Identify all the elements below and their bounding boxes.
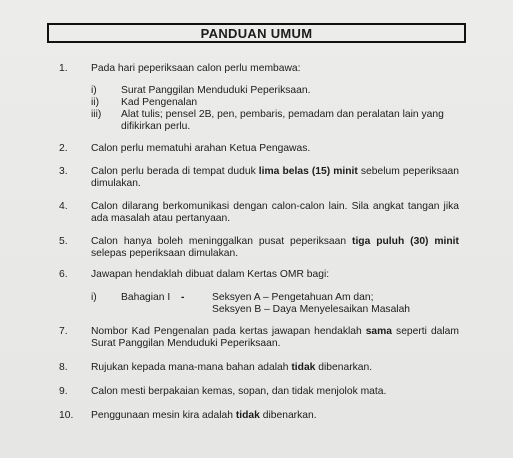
sub-item-text: Surat Panggilan Menduduki Peperiksaan. [121, 85, 311, 96]
item-text [91, 166, 459, 190]
item-number: 9. [59, 386, 68, 397]
item-text: Calon dilarang berkomunikasi dengan calon-calon lain. Sila angkat tangan jika ada masalah atau pertanyaan. [91, 201, 459, 224]
item-text-part: Nombor Kad Pengenalan pada kertas jawapan hendaklah [91, 326, 366, 337]
item-text [91, 362, 459, 374]
item-text-part: dibenarkan. [259, 410, 317, 421]
section-label: Bahagian I [121, 292, 171, 303]
section-dash: - [181, 292, 185, 303]
item-text: Pada hari peperiksaan calon perlu membawa: [91, 63, 301, 74]
item-number: 1. [59, 63, 68, 74]
page-title: PANDUAN UMUM [200, 25, 313, 41]
sub-item-number: i) [91, 292, 97, 303]
item-number: 7. [59, 326, 68, 337]
item-text-bold: sama [365, 326, 393, 337]
item-text-bold: tidak [235, 410, 260, 421]
item-number: 4. [59, 201, 68, 212]
sub-item-number: ii) [91, 97, 100, 108]
sub-item-number: i) [91, 85, 97, 96]
item-text-part: Calon hanya boleh meninggalkan pusat peperiksaan [91, 236, 353, 247]
item-text-bold: tidak [291, 362, 316, 373]
item-number: 5. [59, 236, 68, 247]
item-text [91, 236, 459, 260]
sub-item-text: Alat tulis; pensel 2B, pen, pembaris, pemadam dan peralatan lain yang difikirkan perlu. [121, 109, 444, 132]
item-text-bold: tiga puluh (30) minit [352, 236, 459, 247]
title-box [47, 23, 466, 43]
item-text-bold: lima belas (15) minit [258, 166, 358, 177]
item-text-part: dibenarkan. [315, 362, 373, 373]
section-line: Seksyen B – Daya Menyelesaikan Masalah [212, 304, 411, 315]
item-text: Calon perlu mematuhi arahan Ketua Pengawas. [91, 143, 311, 154]
item-number: 3. [59, 166, 68, 177]
item-text-part: Calon perlu berada di tempat duduk [91, 166, 259, 177]
item-text-part: seperti dalam Surat Panggilan Menduduki Peperiksaan. [91, 326, 459, 349]
item-text [91, 410, 459, 422]
item-text-part: Penggunaan mesin kira adalah [91, 410, 236, 421]
item-number: 10. [59, 410, 74, 421]
sub-item-number: iii) [91, 109, 102, 120]
item-number: 6. [59, 269, 68, 280]
item-text-part: Rujukan kepada mana-mana bahan adalah [91, 362, 292, 373]
sub-item-text: Kad Pengenalan [121, 97, 198, 108]
item-text-part: selepas peperiksaan dimulakan. [91, 248, 239, 259]
section-line: Seksyen A – Pengetahuan Am dan; [212, 292, 374, 303]
item-text: Calon mesti berpakaian kemas, sopan, dan tidak menjolok mata. [91, 386, 387, 397]
item-text-part: sebelum peperiksaan dimulakan. [91, 166, 459, 189]
item-text: Jawapan hendaklah dibuat dalam Kertas OMR bagi: [91, 269, 330, 280]
item-number: 2. [59, 143, 68, 154]
item-number: 8. [59, 362, 68, 373]
item-text [91, 326, 459, 350]
